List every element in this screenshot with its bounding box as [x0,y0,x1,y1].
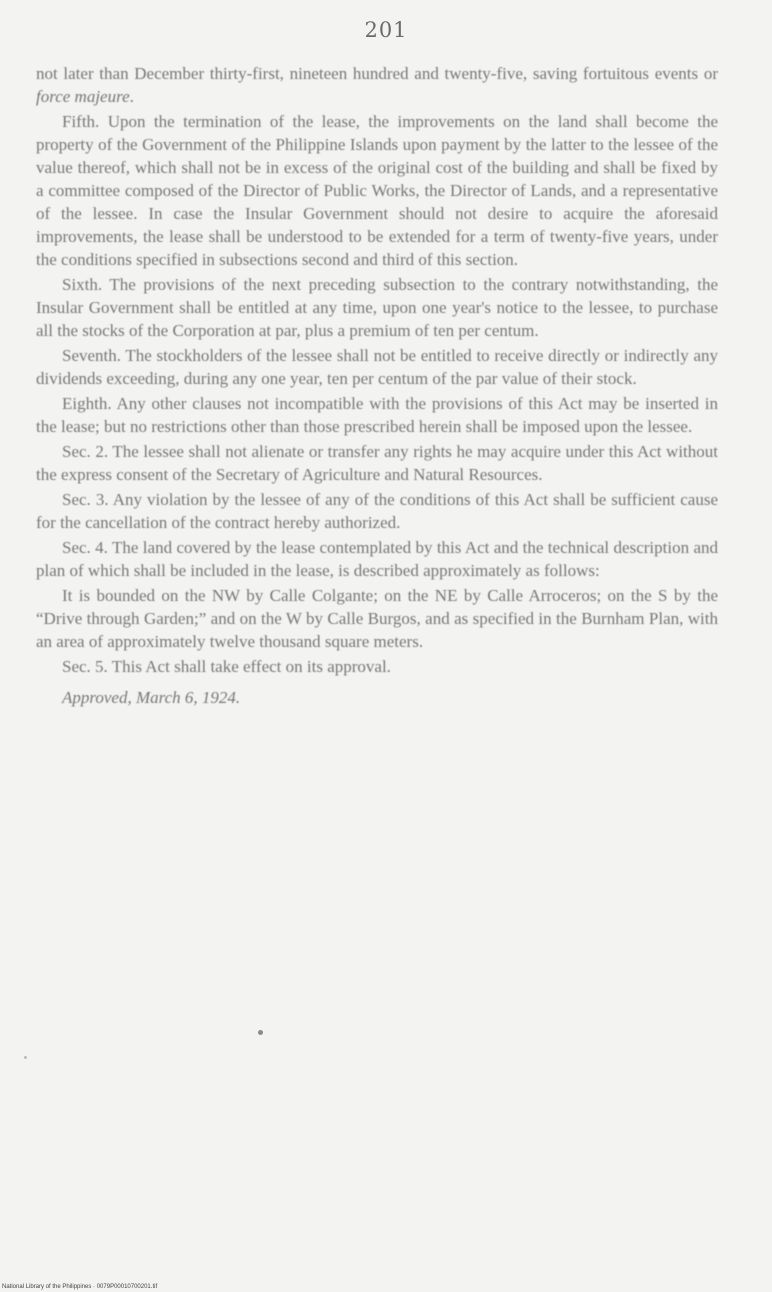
paragraph-lead: Seventh. [62,346,126,365]
paragraph-boundaries [36,584,718,653]
paragraph-italic-term: force majeure [36,87,130,106]
paragraph-text: not later than December thirty-first, nineteen hundred and twenty-five, saving fortuitous events or [36,64,718,83]
approval-date: Approved, March 6, 1924. [62,688,241,707]
ink-speck [258,1030,263,1035]
paragraph-punctuation: . [129,87,134,106]
paragraph-text: It is bounded on the NW by Calle Colgante; on the NE by Calle Arroceros; on the S by the “Drive through Garden;” and on the W by Calle Burgos, and as specified in the Burnham Plan, with an area of approximately twelve thousand square meters. [36,586,718,651]
paragraph-lead: Sec. 3. [62,490,113,509]
paragraph-text: Upon the termination of the lease, the improvements on the land shall become the property of the Government of the Philippine Islands upon payment by the latter to the lessee of the value thereof, which shall not be in excess of the original cost of the building and shall be fixed by a committee composed of the Director of Public Works, the Director of Lands, and a representative of the lessee. In case the Insular Government should not desire to acquire the aforesaid improvements, the lease shall be understood to be extended for a term of twenty-five years, under the conditions specified in subsections second and third of this section. [36,112,719,269]
paragraph-lead: Sec. 4. [62,538,112,557]
paragraph-sec-5 [36,655,718,678]
paragraph-lead: Fifth. [62,112,108,131]
paragraph-seventh [36,344,718,390]
paragraph-lead: Sec. 5. [62,657,112,676]
paragraph-continuation [36,62,718,108]
paragraph-text: Any violation by the lessee of any of the conditions of this Act shall be sufficient cause for the cancellation of the contract hereby authorized. [36,490,718,532]
paragraph-sec-3 [36,488,718,534]
scan-footer: National Library of the Philippines · 0079P00010700201.tif [2,1284,158,1290]
paragraph-text: This Act shall take effect on its approval. [111,657,391,676]
paragraph-lead: Sixth. [62,275,110,294]
paragraph-text: The land covered by the lease contemplated by this Act and the technical description and plan of which shall be included in the lease, is described approximately as follows: [36,538,718,580]
paragraph-sixth [36,273,718,342]
paragraph-eighth [36,392,718,438]
paragraph-sec-2 [36,440,718,486]
document-body [36,62,718,711]
paragraph-text: Any other clauses not incompatible with the provisions of this Act may be inserted in the lease; but no restrictions other than those prescribed herein shall be imposed upon the lessee. [36,394,718,436]
paragraph-text: The stockholders of the lessee shall not be entitled to receive directly or indirectly any dividends exceeding, during any one year, ten per centum of the par value of their stock. [36,346,718,388]
page-number: 201 [364,18,408,42]
paragraph-fifth [36,110,718,271]
paragraph-text: The provisions of the next preceding subsection to the contrary notwithstanding, the Insular Government shall be entitled at any time, upon one year's notice to the lessee, to purchase all the stocks of the Corporation at par, plus a premium of ten per centum. [36,275,718,340]
paragraph-lead: Sec. 2. [62,442,113,461]
ink-speck [24,1056,27,1059]
paragraph-lead: Eighth. [62,394,117,413]
paragraph-sec-4 [36,536,718,582]
paragraph-text: The lessee shall not alienate or transfer any rights he may acquire under this Act without the express consent of the Secretary of Agriculture and Natural Resources. [36,442,719,484]
